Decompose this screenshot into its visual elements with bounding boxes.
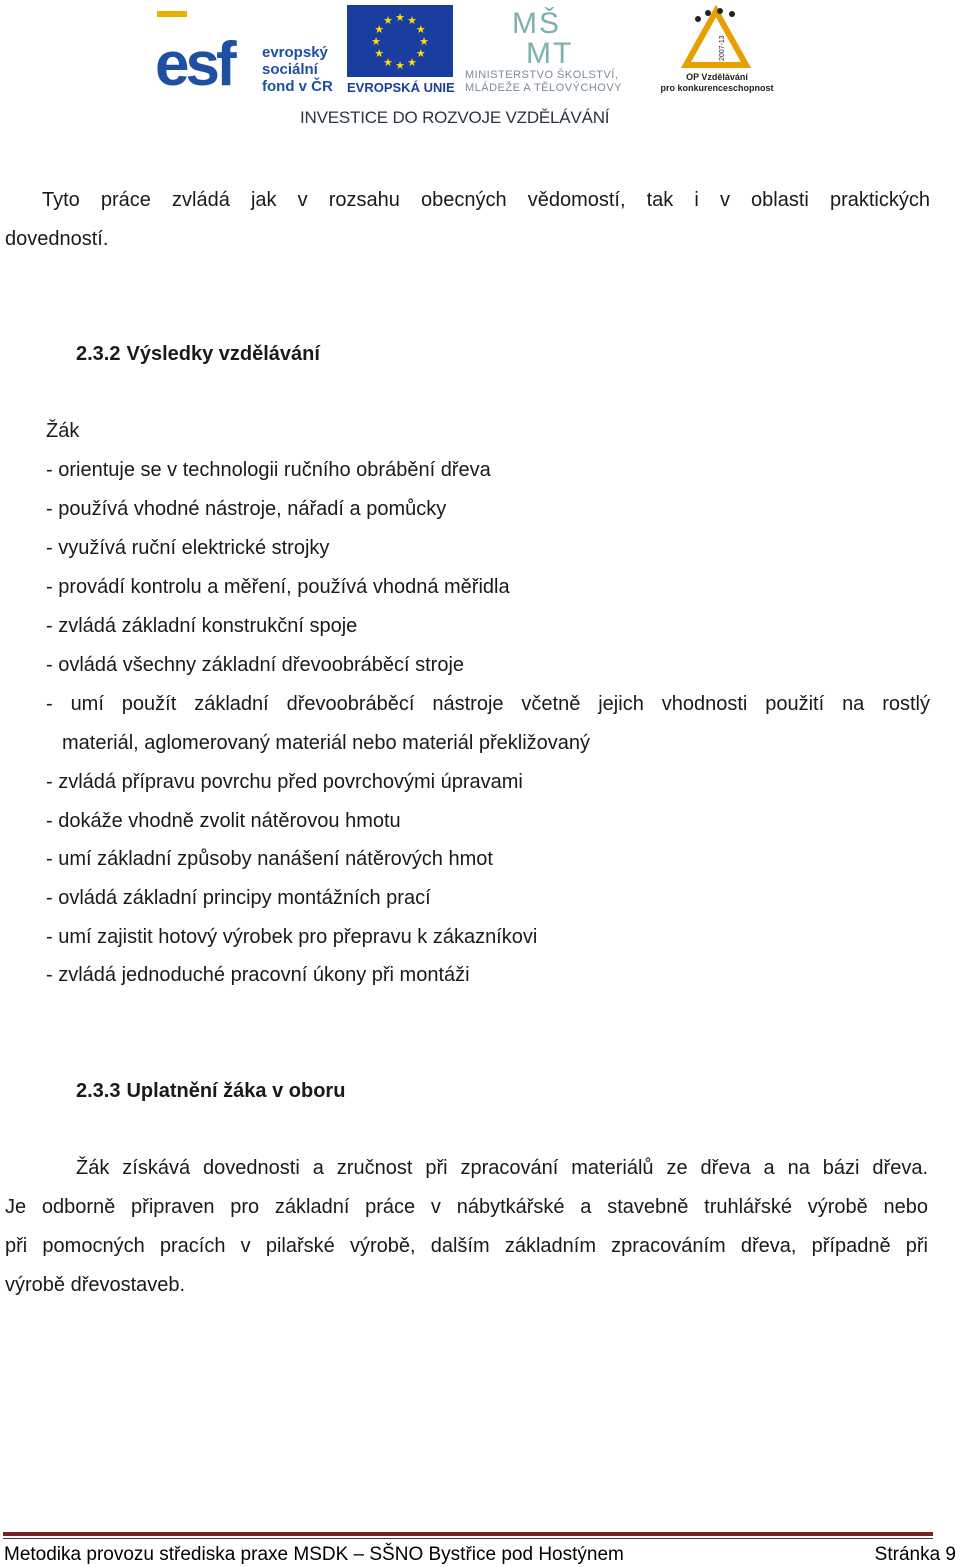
section-title: Uplatnění žáka v oboru xyxy=(126,1080,346,1102)
paragraph-line: Je odborně připraven pro základní práce v nábytkářské a stavebně truhlářské výrobě nebo xyxy=(5,1196,928,1218)
svg-text:MŠ: MŠ xyxy=(512,7,561,40)
op-logo xyxy=(680,5,752,71)
eu-star-icon: ★ xyxy=(371,36,381,48)
list-item: - umí základní způsoby nanášení nátěrových hmot xyxy=(46,848,493,870)
esf-logo xyxy=(155,5,260,95)
list-item: - zvládá základní konstrukční spoje xyxy=(46,615,358,637)
eu-star-icon: ★ xyxy=(374,48,385,60)
subject-label: Žák xyxy=(46,420,80,442)
svg-text:2007-13: 2007-13 xyxy=(719,35,726,61)
list-item: - využívá ruční elektrické strojky xyxy=(46,537,330,559)
list-item: - ovládá základní principy montážních prací xyxy=(46,887,431,909)
page-number: Stránka 9 xyxy=(874,1544,956,1565)
section-number: 2.3.2 xyxy=(76,343,121,365)
footer-rule-thin xyxy=(3,1538,933,1539)
intro-line-1: Tyto práce zvládá jak v rozsahu obecných vědomostí, tak i v oblasti praktických xyxy=(42,189,930,211)
esf-caption: evropský sociální fond v ČR xyxy=(262,44,333,95)
eu-flag-icon xyxy=(347,5,453,77)
eu-star-icon: ★ xyxy=(383,15,393,28)
eu-star-icon: ★ xyxy=(395,60,405,72)
eu-caption: EVROPSKÁ UNIE xyxy=(347,80,455,95)
msmt-logo xyxy=(512,5,602,65)
eu-star-icon: ★ xyxy=(407,56,417,69)
list-item: - umí zajistit hotový výrobek pro přepravu k zákazníkovi xyxy=(46,926,538,948)
list-item: - dokáže vhodně zvolit nátěrovou hmotu xyxy=(46,810,401,832)
list-item: - ovládá všechny základní dřevoobráběcí stroje xyxy=(46,654,465,676)
list-item: - zvládá přípravu povrchu před povrchovými úpravami xyxy=(46,771,523,793)
banner-investice: INVESTICE DO ROZVOJE VZDĚLÁVÁNÍ xyxy=(300,108,610,127)
svg-text:esf: esf xyxy=(155,30,233,95)
eu-star-icon: ★ xyxy=(415,24,426,36)
op-caption: OP Vzdělávání pro konkurenceschopnost xyxy=(660,72,774,93)
list-item: - zvládá jednoduché pracovní úkony při montáži xyxy=(46,964,470,986)
paragraph-line: Žák získává dovednosti a zručnost při zpracování materiálů ze dřeva a na bázi dřeva. xyxy=(76,1157,928,1179)
eu-star-icon: ★ xyxy=(419,36,429,48)
section-heading-results xyxy=(76,343,320,366)
section-title: Výsledky vzdělávání xyxy=(126,343,320,365)
list-item: - orientuje se v technologii ručního obrábění dřeva xyxy=(46,459,491,481)
list-item: - provádí kontrolu a měření, používá vhodná měřidla xyxy=(46,576,510,598)
eu-star-icon: ★ xyxy=(407,15,417,28)
footer-title: Metodika provozu střediska praxe MSDK – SŠNO Bystřice pod Hostýnem xyxy=(4,1544,624,1565)
svg-text:MT: MT xyxy=(526,37,574,65)
list-item: - používá vhodné nástroje, nářadí a pomůcky xyxy=(46,498,447,520)
paragraph-line: při pomocných pracích v pilařské výrobě, dalším základním zpracováním dřeva, případně při xyxy=(5,1235,928,1257)
section-heading-uplatneni xyxy=(76,1080,345,1103)
eu-star-icon: ★ xyxy=(395,12,405,24)
list-item-continuation: materiál, aglomerovaný materiál nebo materiál překližovaný xyxy=(62,732,591,754)
paragraph-line: výrobě dřevostaveb. xyxy=(5,1274,186,1296)
msmt-caption: MINISTERSTVO ŠKOLSTVÍ, MLÁDEŽE A TĚLOVÝCHOVY xyxy=(465,69,623,94)
eu-star-icon: ★ xyxy=(415,48,426,60)
eu-star-icon: ★ xyxy=(383,56,393,69)
eu-star-icon: ★ xyxy=(374,24,385,36)
footer-rule xyxy=(3,1532,933,1536)
intro-line-2: dovedností. xyxy=(5,228,109,250)
list-item: - umí použít základní dřevoobráběcí nástroje včetně jejich vhodnosti použití na rostlý xyxy=(46,693,930,715)
section-number: 2.3.3 xyxy=(76,1080,121,1102)
